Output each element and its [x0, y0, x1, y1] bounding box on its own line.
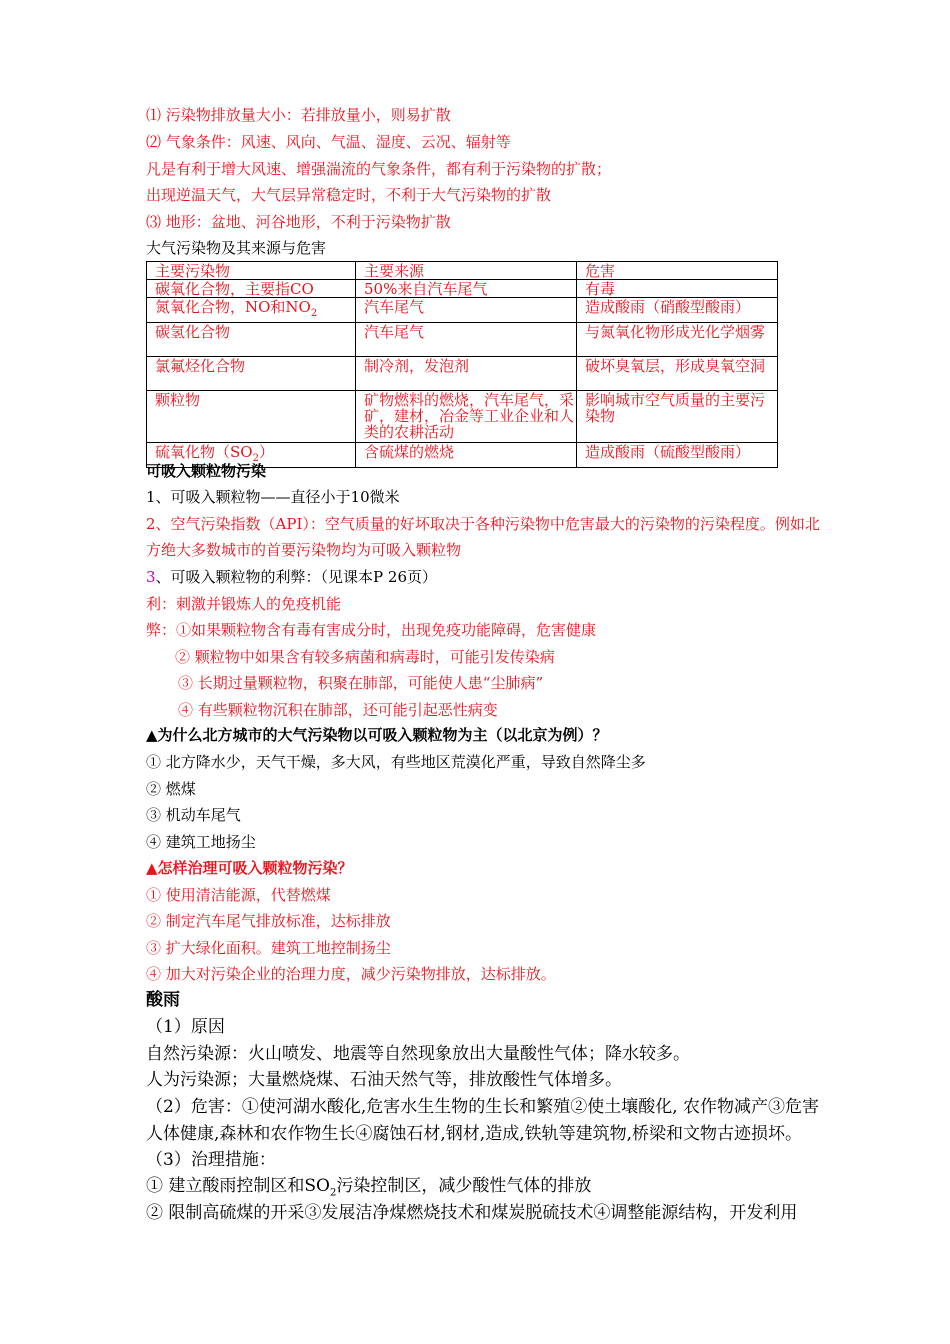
table-cell: 汽车尾气: [356, 298, 577, 323]
why-item-2: ② 燃煤: [146, 780, 196, 798]
pollutant-table: [146, 261, 778, 468]
pm-point-2b: 方绝大多数城市的首要污染物均为可吸入颗粒物: [146, 541, 462, 559]
how-item-1: ① 使用清洁能源，代替燃煤: [146, 886, 331, 904]
table-cell: 氯氟烃化合物: [147, 357, 356, 391]
acid-harm-1: （2）危害：①使河湖水酸化,危害水生生物的生长和繁殖②使土壤酸化, 农作物减产③危害: [146, 1097, 820, 1117]
subscript: 2: [310, 308, 318, 319]
acid-cause-title: （1）原因: [146, 1017, 225, 1037]
table-cell: 破坏臭氧层，形成臭氧空洞: [577, 357, 778, 391]
table-cell: 矿物燃料的燃烧，汽车尾气，采矿，建材，冶金等工业企业和人类的农耕活动: [356, 391, 577, 443]
measure-text: 污染控制区，减少酸性气体的排放: [336, 1176, 592, 1196]
pm-con-2: ② 颗粒物中如果含有较多病菌和病毒时，可能引发传染病: [175, 648, 555, 666]
cell-text: ）: [258, 443, 274, 461]
pm-point-2a: 2、空气污染指数（API）：空气质量的好坏取决于各种污染物中危害最大的污染物的污染程度。例如北: [146, 515, 820, 533]
measure-text: ① 建立酸雨控制区和SO: [146, 1176, 330, 1196]
table-cell: 造成酸雨（硫酸型酸雨）: [577, 443, 778, 468]
cell-text: 硫氧化物（SO: [155, 443, 253, 461]
how-item-2: ② 制定汽车尾气排放标准，达标排放: [146, 912, 391, 930]
how-heading: ▲怎样治理可吸入颗粒物污染？: [146, 859, 353, 877]
acid-heading: 酸雨: [146, 990, 180, 1010]
table-cell: 有毒: [577, 280, 778, 298]
table-row: [147, 323, 778, 357]
table-cell: 碳氧化合物，主要指CO: [147, 280, 356, 298]
table-cell: 影响城市空气质量的主要污染物: [577, 391, 778, 443]
table-cell: 与氮氧化物形成光化学烟雾: [577, 323, 778, 357]
pm-point-3: [146, 567, 437, 587]
point-number: 3: [146, 568, 156, 586]
pm-con-4: ④ 有些颗粒物沉积在肺部，还可能引起恶性病变: [178, 701, 498, 719]
why-item-3: ③ 机动车尾气: [146, 806, 241, 824]
factor-inversion: 出现逆温天气，大气层异常稳定时，不利于大气污染物的扩散: [146, 186, 552, 204]
point-text: 、可吸入颗粒物的利弊：（见课本P 26页）: [155, 568, 437, 586]
table-row: [147, 391, 778, 443]
pm-con-1: 弊：①如果颗粒物含有毒有害成分时，出现免疫功能障碍，危害健康: [146, 621, 597, 639]
table-cell: 含硫煤的燃烧: [356, 443, 577, 468]
why-heading: ▲为什么北方城市的大气污染物以可吸入颗粒物为主（以北京为例）？: [146, 726, 608, 744]
acid-cause-human: 人为污染源；大量燃烧煤、石油天然气等，排放酸性气体增多。: [146, 1070, 622, 1090]
factor-weather: ⑵ 气象条件：风速、风向、气温、湿度、云况、辐射等: [146, 133, 511, 151]
how-item-3: ③ 扩大绿化面积。建筑工地控制扬尘: [146, 939, 391, 957]
acid-harm-2: 人体健康,森林和农作物生长④腐蚀石材,钢材,造成,铁轨等建筑物,桥梁和文物古迹损坏。: [146, 1124, 803, 1144]
how-item-4: ④ 加大对污染企业的治理力度，减少污染物排放，达标排放。: [146, 965, 556, 983]
header-harm: 危害: [577, 262, 778, 280]
table-cell: 造成酸雨（硝酸型酸雨）: [577, 298, 778, 323]
table-header-row: [147, 262, 778, 280]
table-row: [147, 280, 778, 298]
factor-terrain: ⑶ 地形：盆地、河谷地形，不利于污染物扩散: [146, 213, 451, 231]
factor-emission: ⑴ 污染物排放量大小：若排放量小，则易扩散: [146, 106, 451, 124]
acid-measure-2: ② 限制高硫煤的开采③发展洁净煤燃烧技术和煤炭脱硫技术④调整能源结构，开发利用: [146, 1203, 798, 1223]
table-cell: [147, 298, 356, 323]
table-cell: 汽车尾气: [356, 323, 577, 357]
pm-heading: 可吸入颗粒物污染: [146, 462, 267, 480]
why-item-4: ④ 建筑工地扬尘: [146, 833, 256, 851]
header-pollutant: 主要污染物: [147, 262, 356, 280]
table-caption: 大气污染物及其来源与危害: [146, 239, 327, 257]
table-cell: 碳氢化合物: [147, 323, 356, 357]
why-item-1: ① 北方降水少，天气干燥，多大风，有些地区荒漠化严重，导致自然降尘多: [146, 753, 646, 771]
pm-point-1: 1、可吸入颗粒物——直径小于10微米: [146, 488, 400, 506]
subscript: 2: [330, 1187, 337, 1199]
factor-weather-detail: 凡是有利于增大风速、增强湍流的气象条件，都有利于污染物的扩散；: [146, 160, 612, 178]
table-cell: 50%来自汽车尾气: [356, 280, 577, 298]
cell-text: 氮氧化合物，NO和NO: [155, 298, 311, 316]
pm-con-3: ③ 长期过量颗粒物，积聚在肺部，可能使人患“尘肺病”: [178, 674, 544, 692]
subscript: 2: [252, 453, 259, 464]
pm-pro: 利：刺激并锻炼人的免疫机能: [146, 595, 342, 613]
table-row: [147, 357, 778, 391]
table-cell: 颗粒物: [147, 391, 356, 443]
acid-measures-title: （3）治理措施：: [146, 1150, 276, 1170]
acid-cause-natural: 自然污染源：火山喷发、地震等自然现象放出大量酸性气体；降水较多。: [146, 1044, 690, 1064]
table-row: [147, 298, 778, 323]
header-source: 主要来源: [356, 262, 577, 280]
acid-measure-1: [146, 1176, 591, 1203]
table-cell: 制冷剂，发泡剂: [356, 357, 577, 391]
